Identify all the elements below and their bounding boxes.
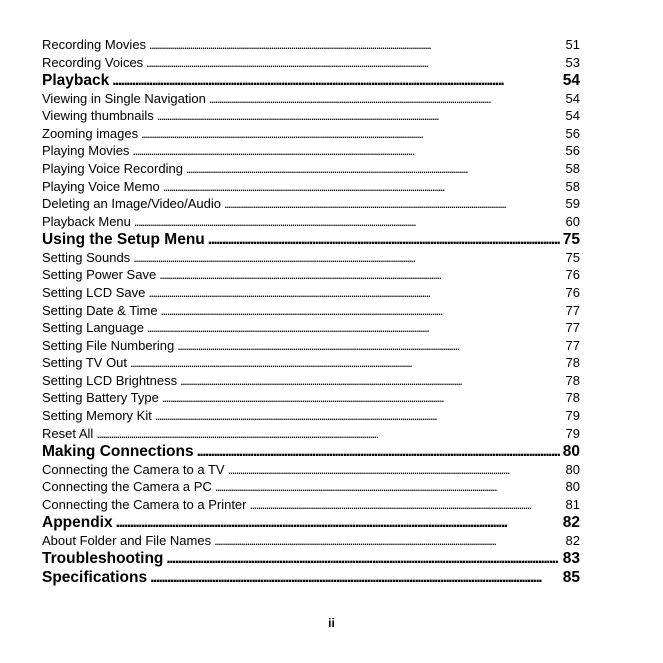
toc-dot-leader	[146, 55, 562, 70]
toc-entry-page: 79	[565, 408, 580, 424]
toc-dot-leader	[162, 390, 563, 405]
toc-entry-title: Setting Language	[42, 320, 144, 336]
toc-entry-page: 77	[565, 320, 580, 336]
toc-dot-leader	[147, 320, 563, 335]
toc-entry-title: Setting LCD Save	[42, 284, 146, 300]
toc-entry-page: 77	[565, 302, 580, 318]
toc-entry[interactable]	[42, 303, 580, 321]
toc-entry-page: 53	[565, 54, 580, 70]
toc-entry[interactable]	[42, 320, 580, 338]
toc-entry-title: Playback Menu	[42, 213, 131, 229]
toc-dot-leader	[116, 514, 560, 532]
toc-entry[interactable]	[42, 108, 580, 126]
toc-entry-title: About Folder and File Names	[42, 532, 212, 548]
toc-entry-title: Connecting the Camera a PC	[42, 479, 212, 495]
toc-entry[interactable]	[42, 179, 580, 197]
toc-dot-leader	[155, 408, 563, 423]
toc-section-heading[interactable]	[42, 231, 580, 249]
toc-entry-page: 80	[565, 461, 580, 477]
toc-entry[interactable]	[42, 462, 580, 480]
toc-dot-leader	[180, 373, 562, 388]
toc-entry[interactable]	[42, 55, 580, 73]
toc-dot-leader	[197, 443, 560, 461]
toc-section-title: Using the Setup Menu	[42, 231, 205, 249]
toc-entry-page: 56	[565, 143, 580, 159]
toc-section-heading[interactable]	[42, 72, 580, 90]
toc-entry-title: Connecting the Camera to a TV	[42, 461, 225, 477]
toc-entry-title: Playing Voice Recording	[42, 160, 183, 176]
toc-dot-leader	[141, 126, 562, 141]
toc-entry-title: Recording Voices	[42, 54, 144, 70]
toc-entry-page: 76	[565, 284, 580, 300]
toc-entry-title: Zooming images	[42, 125, 139, 141]
toc-dot-leader	[186, 161, 563, 176]
toc-section-heading[interactable]	[42, 569, 580, 587]
toc-entry[interactable]	[42, 214, 580, 232]
toc-dot-leader	[157, 108, 563, 123]
toc-entry-page: 58	[565, 178, 580, 194]
toc-dot-leader	[159, 267, 562, 282]
toc-dot-leader	[148, 285, 562, 300]
toc-entry[interactable]	[42, 196, 580, 214]
toc-entry-title: Connecting the Camera to a Printer	[42, 496, 247, 512]
toc-section-title: Playback	[42, 72, 110, 90]
toc-dot-leader	[130, 355, 563, 370]
toc-entry[interactable]	[42, 408, 580, 426]
toc-dot-leader	[177, 338, 562, 353]
toc-section-page: 54	[562, 72, 580, 90]
toc-entry-page: 77	[565, 337, 580, 353]
toc-dot-leader	[161, 303, 563, 318]
toc-entry-title: Setting Battery Type	[42, 390, 159, 406]
table-of-contents	[42, 37, 580, 587]
toc-dot-leader	[163, 179, 563, 194]
toc-entry-page: 81	[565, 496, 580, 512]
toc-section-page: 83	[562, 550, 580, 568]
toc-entry[interactable]	[42, 355, 580, 373]
toc-entry[interactable]	[42, 250, 580, 268]
toc-dot-leader	[214, 533, 562, 548]
toc-entry-page: 60	[565, 213, 580, 229]
toc-entry-page: 82	[565, 532, 580, 548]
toc-entry-page: 54	[565, 90, 580, 106]
toc-dot-leader	[224, 196, 563, 211]
toc-section-heading[interactable]	[42, 514, 580, 532]
toc-entry-title: Setting LCD Brightness	[42, 372, 178, 388]
toc-dot-leader	[228, 462, 563, 477]
toc-entry-title: Viewing thumbnails	[42, 108, 154, 124]
toc-entry-page: 79	[565, 425, 580, 441]
toc-entry[interactable]	[42, 126, 580, 144]
toc-entry[interactable]	[42, 497, 580, 515]
toc-entry[interactable]	[42, 479, 580, 497]
toc-entry[interactable]	[42, 390, 580, 408]
toc-entry[interactable]	[42, 143, 580, 161]
toc-entry[interactable]	[42, 426, 580, 444]
toc-dot-leader	[150, 569, 560, 587]
toc-entry-page: 80	[565, 479, 580, 495]
toc-section-page: 75	[562, 231, 580, 249]
toc-entry-title: Playing Voice Memo	[42, 178, 160, 194]
toc-entry-page: 78	[565, 372, 580, 388]
toc-dot-leader	[166, 550, 559, 568]
toc-section-page: 80	[562, 443, 580, 461]
toc-section-title: Making Connections	[42, 443, 194, 461]
toc-entry-page: 78	[565, 390, 580, 406]
toc-entry-title: Deleting an Image/Video/Audio	[42, 196, 221, 212]
toc-entry[interactable]	[42, 533, 580, 551]
page-number: ii	[328, 616, 335, 630]
toc-section-title: Specifications	[42, 568, 148, 586]
toc-entry-page: 54	[565, 108, 580, 124]
toc-dot-leader	[112, 72, 560, 90]
toc-section-title: Appendix	[42, 514, 113, 532]
toc-entry-title: Setting Date & Time	[42, 302, 158, 318]
toc-section-heading[interactable]	[42, 443, 580, 461]
toc-entry-page: 76	[565, 267, 580, 283]
toc-entry-page: 75	[565, 249, 580, 265]
toc-dot-leader	[208, 231, 560, 249]
toc-dot-leader	[133, 250, 562, 265]
toc-entry[interactable]	[42, 267, 580, 285]
toc-entry-title: Setting Memory Kit	[42, 408, 152, 424]
toc-section-page: 85	[562, 568, 580, 586]
toc-entry[interactable]	[42, 37, 580, 55]
toc-dot-leader	[149, 37, 562, 52]
toc-entry[interactable]	[42, 285, 580, 303]
toc-entry-page: 58	[565, 160, 580, 176]
toc-entry-title: Recording Movies	[42, 37, 147, 52]
toc-entry-title: Viewing in Single Navigation	[42, 90, 206, 106]
toc-entry[interactable]	[42, 91, 580, 109]
toc-entry-title: Setting Sounds	[42, 249, 131, 265]
toc-section-title: Troubleshooting	[42, 550, 164, 568]
toc-entry-title: Setting File Numbering	[42, 337, 175, 353]
toc-dot-leader	[132, 143, 562, 158]
toc-dot-leader	[250, 497, 563, 512]
toc-dot-leader	[215, 479, 563, 494]
toc-entry-title: Reset All	[42, 425, 94, 441]
toc-section-page: 82	[562, 514, 580, 532]
toc-entry-title: Playing Movies	[42, 143, 130, 159]
toc-entry-title: Setting TV Out	[42, 355, 128, 371]
toc-dot-leader	[209, 91, 563, 106]
toc-entry-title: Setting Power Save	[42, 267, 157, 283]
toc-section-heading[interactable]	[42, 550, 580, 568]
toc-dot-leader	[96, 426, 562, 441]
toc-entry-page: 59	[565, 196, 580, 212]
toc-entry[interactable]	[42, 338, 580, 356]
toc-dot-leader	[134, 214, 563, 229]
toc-entry[interactable]	[42, 161, 580, 179]
toc-entry-page: 56	[565, 125, 580, 141]
toc-entry[interactable]	[42, 373, 580, 391]
toc-entry-page: 51	[565, 37, 580, 52]
toc-entry-page: 78	[565, 355, 580, 371]
